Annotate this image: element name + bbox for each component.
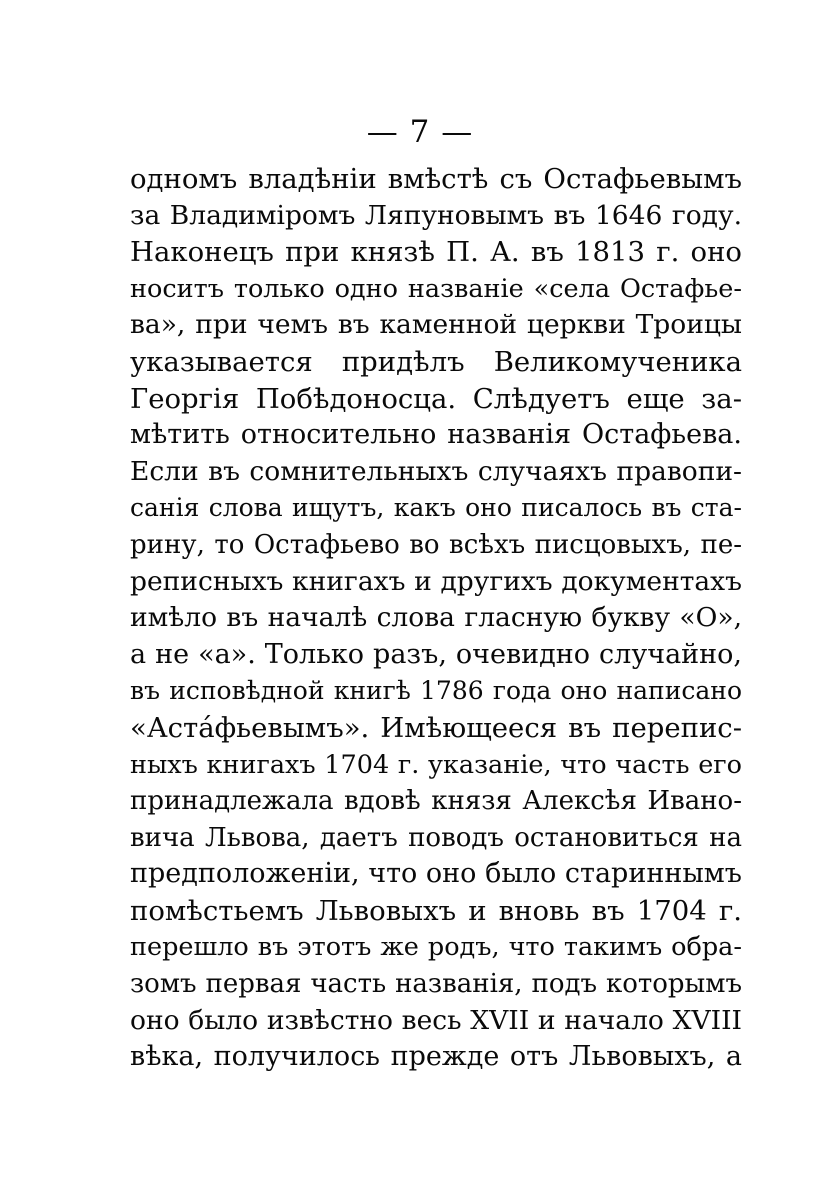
text-line: за Владиміромъ Ляпуновымъ въ 1646 году. <box>130 199 742 231</box>
text-line: принадлежала вдовѣ князя Алексѣя Ивано- <box>130 786 742 817</box>
body-text <box>130 161 742 1076</box>
text-line: зомъ первая часть названія, подъ которымъ <box>130 969 742 1000</box>
text-line: ва», при чемъ въ каменной церкви Троицы <box>130 309 742 341</box>
page-number: — 7 — <box>366 114 474 150</box>
text-line: Наконецъ при князѣ П. А. въ 1813 г. оно <box>130 236 742 269</box>
text-line: Георгія Побѣдоносца. Слѣдуетъ еще за- <box>130 382 742 415</box>
text-line: предположеніи, что оно было стариннымъ <box>130 858 742 890</box>
text-line: перешло въ этотъ же родъ, что такимъ обра- <box>130 932 742 963</box>
text-line: указывается придѣлъ Великомученика <box>130 345 742 378</box>
text-line: вича Львова, даетъ поводъ остановиться на <box>130 822 742 853</box>
text-line: мѣтить относительно названія Остафьева. <box>130 419 742 451</box>
text-line: «Аста́фьевымъ». Имѣющееся въ перепис- <box>130 711 742 744</box>
text-line: вѣка, получилось прежде отъ Львовыхъ, а <box>130 1041 742 1073</box>
text-line: санія слова ищутъ, какъ оно писалось въ ста- <box>130 493 742 523</box>
text-line: оно было извѣстно весь XVII и начало XVIII <box>130 1004 742 1036</box>
text-line: имѣло въ началѣ слова гласную букву «О», <box>130 602 742 634</box>
text-line: помѣстьемъ Львовыхъ и вновь въ 1704 г. <box>130 894 742 927</box>
text-line: одномъ владѣніи вмѣстѣ съ Остафьевымъ <box>130 163 742 195</box>
text-line: рину, то Остафьево во всѣхъ писцовыхъ, пе- <box>130 529 742 560</box>
text-line: а не «а». Только разъ, очевидно случайно, <box>130 638 742 670</box>
text-line: реписныхъ книгахъ и другихъ документахъ <box>130 565 742 597</box>
text-line: въ исповѣдной книгѣ 1786 года оно написано <box>130 676 742 706</box>
text-line: ныхъ книгахъ 1704 г. указаніе, что часть его <box>130 749 742 780</box>
text-line: Если въ сомнительныхъ случаяхъ правопи- <box>130 455 742 487</box>
text-line: носитъ только одно названіе «села Остафье- <box>130 273 742 304</box>
